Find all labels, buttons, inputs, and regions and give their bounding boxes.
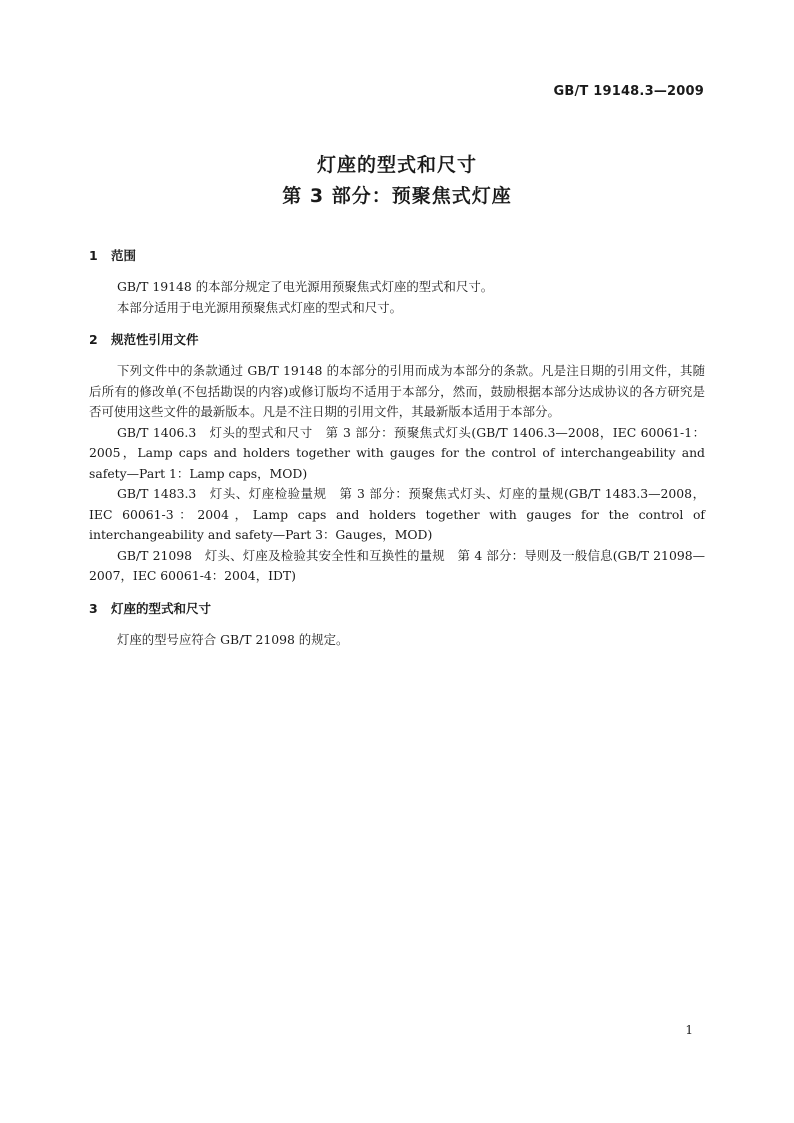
paragraph: GB/T 19148 的本部分规定了电光源用预聚焦式灯座的型式和尺寸。 — [117, 279, 494, 294]
section-scope — [89, 244, 705, 318]
section-title: 灯座的型式和尺寸 — [111, 600, 212, 616]
section-normative-references — [89, 328, 705, 587]
paragraph: 下列文件中的条款通过 GB/T 19148 的本部分的引用而成为本部分的条款。凡是注日期的引用文件，其随后所有的修改单(不包括勘误的内容)或修订版均不适用于本部分，然而，鼓励根据本部分达成协议的各方研究是否可使用这些文件的最新版本。凡是不注日期的引用文件，其最新版本适用于本部分。 — [89, 363, 705, 419]
paragraph: 本部分适用于电光源用预聚焦式灯座的型式和尺寸。 — [117, 299, 402, 315]
reference-entry: GB/T 1406.3 灯头的型式和尺寸 第 3 部分：预聚焦式灯头(GB/T 1406.3—2008，IEC 60061-1：2005，Lamp caps and holders together with gauges for the control of interchangeability and safety—Part 1：Lamp caps，MOD) — [89, 424, 705, 481]
standard-number: GB/T 19148.3—2009 — [553, 84, 704, 99]
section-holder-types — [89, 597, 705, 651]
section-heading — [89, 244, 705, 268]
reference-entry: GB/T 1483.3 灯头、灯座检验量规 第 3 部分：预聚焦式灯头、灯座的量规(GB/T 1483.3—2008，IEC 60061-3：2004，Lamp caps and holders together with gauges for the control of interchangeability and safety—Part 3：Gauges，MOD) — [89, 486, 705, 542]
reference-entry: GB/T 21098 灯头、灯座及检验其安全性和互换性的量规 第 4 部分：导则及一般信息(GB/T 21098—2007，IEC 60061-4：2004，IDT) — [89, 547, 705, 583]
section-number: 2 — [89, 332, 98, 347]
document-title: 灯座的型式和尺寸 — [316, 154, 477, 176]
section-number: 3 — [89, 600, 98, 616]
page-number: 1 — [685, 1023, 693, 1037]
document-subtitle: 第 3 部分：预聚焦式灯座 — [282, 185, 512, 207]
section-title: 规范性引用文件 — [111, 332, 199, 347]
paragraph: 灯座的型号应符合 GB/T 21098 的规定。 — [117, 631, 349, 647]
section-title: 范围 — [111, 248, 137, 263]
section-heading — [89, 328, 705, 352]
document-body — [89, 244, 705, 650]
section-number: 1 — [89, 248, 98, 263]
section-heading — [89, 597, 705, 621]
